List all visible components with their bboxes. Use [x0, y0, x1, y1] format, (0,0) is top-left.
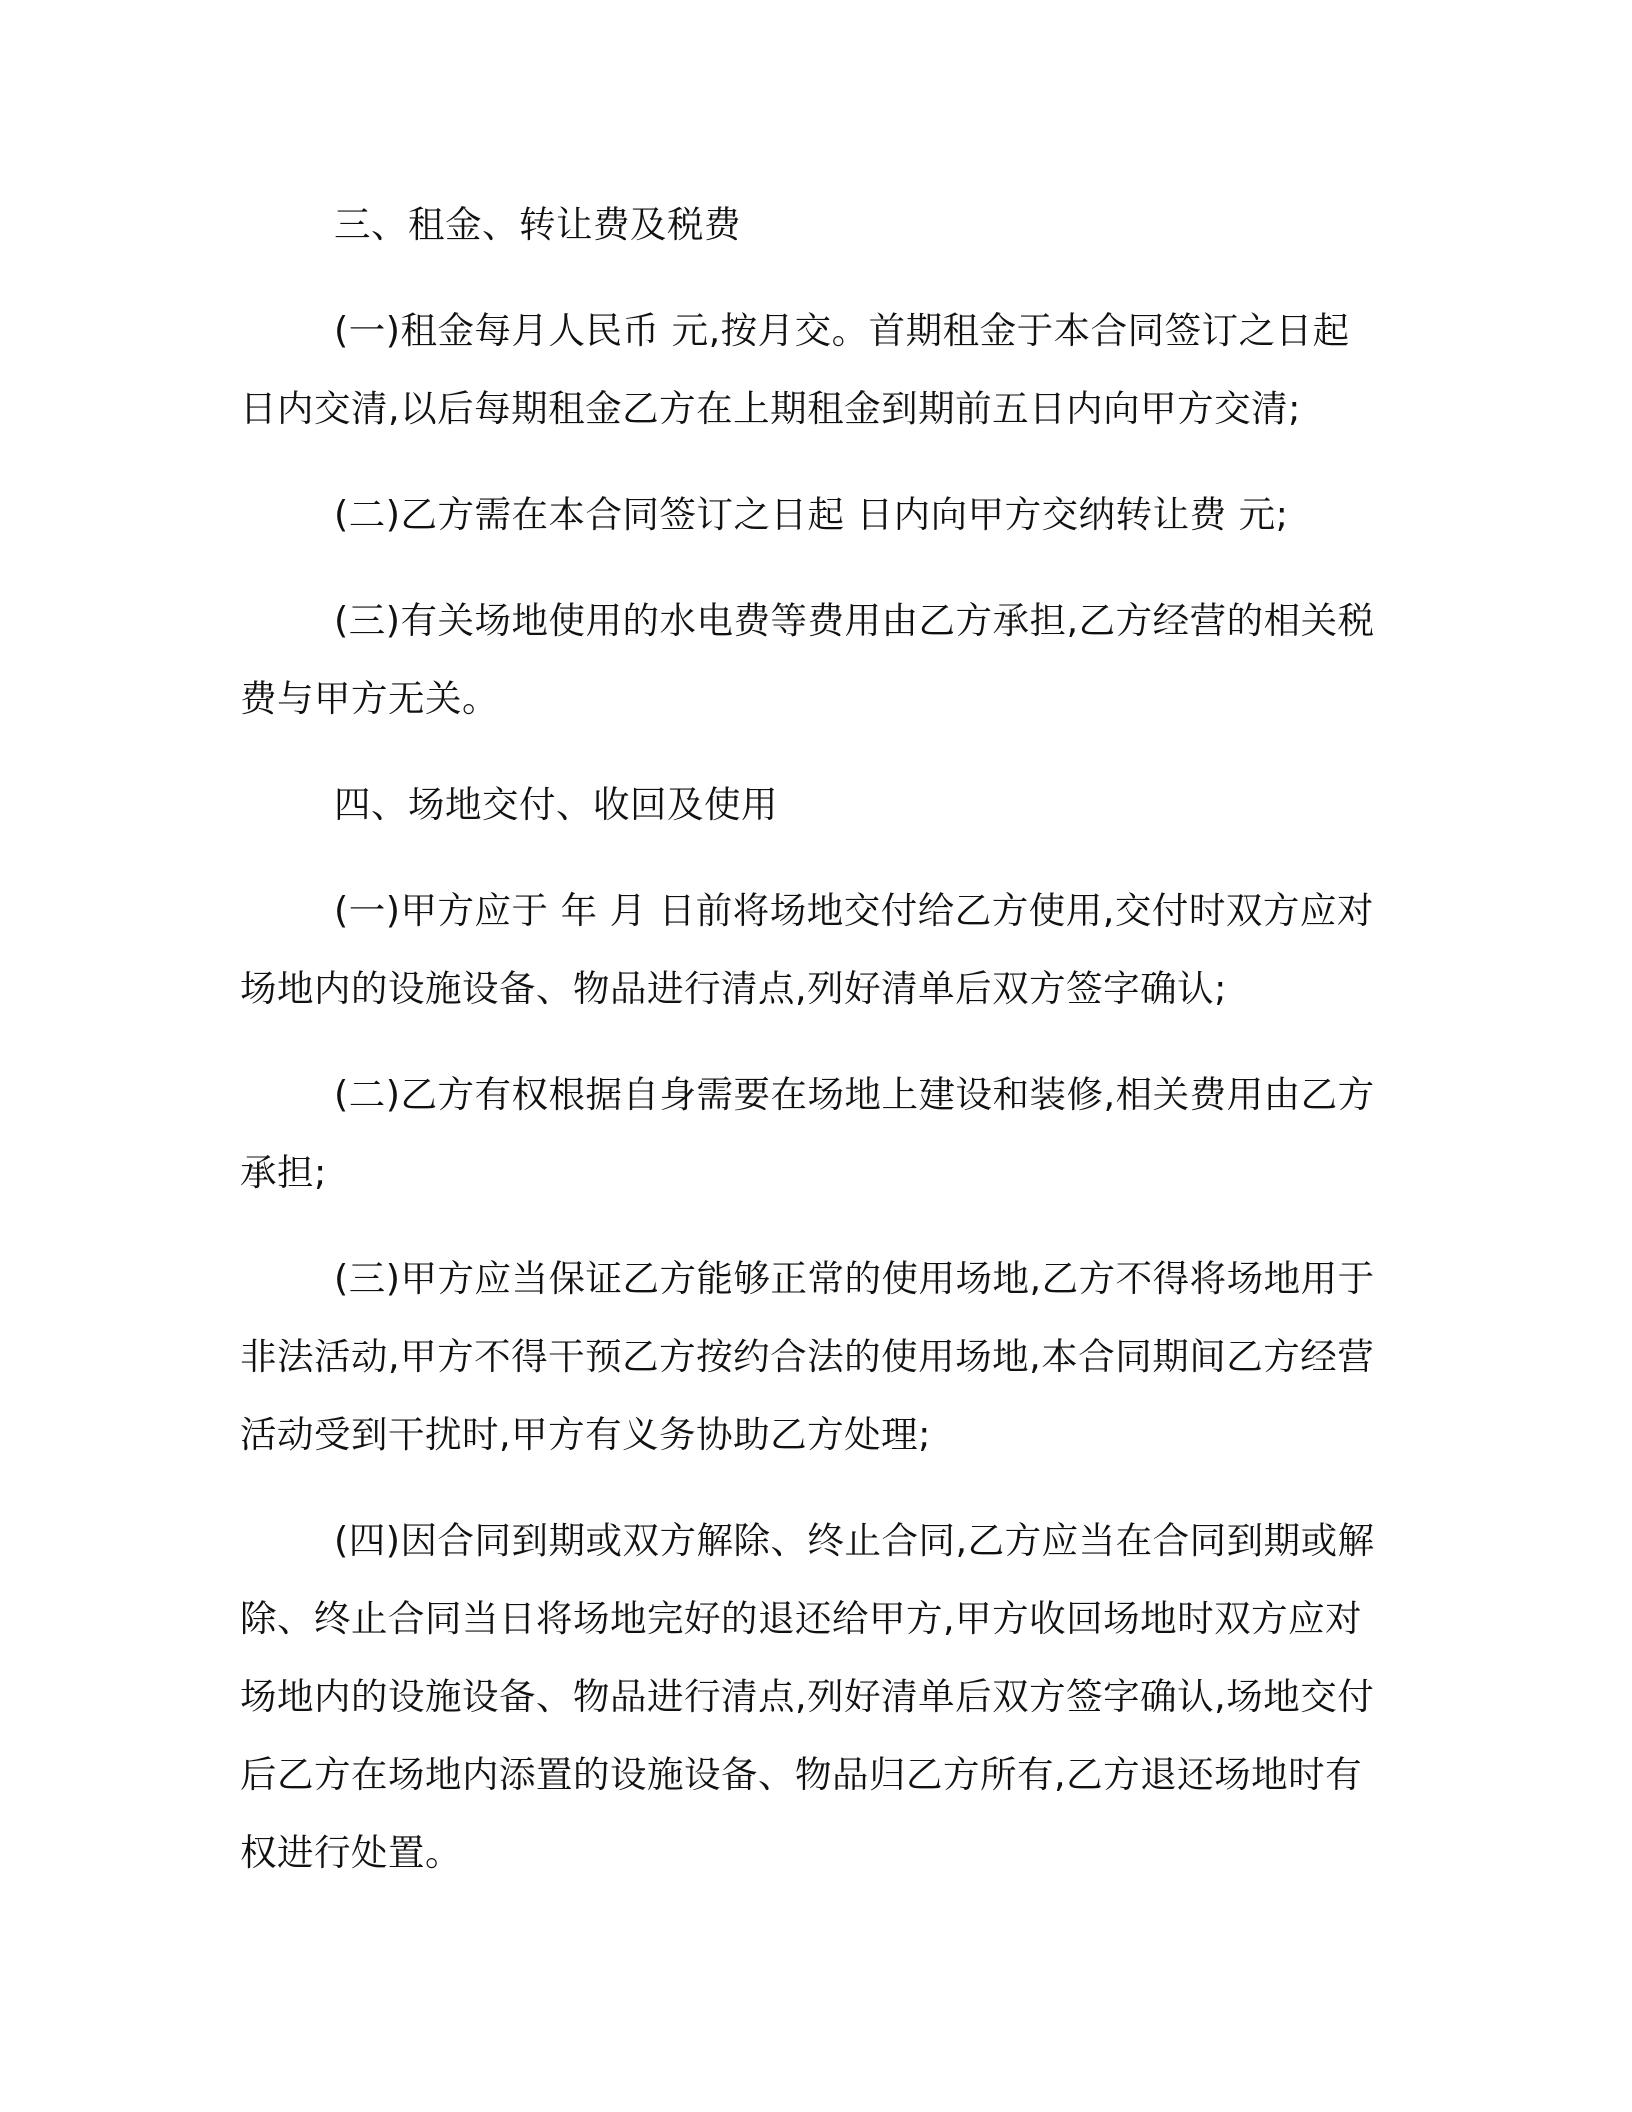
section-heading-site-delivery: 四、场地交付、收回及使用: [334, 783, 778, 826]
clause-line: 费与甲方无关。: [240, 677, 499, 720]
clause-line: 除、终止合同当日将场地完好的退还给甲方,甲方收回场地时双方应对: [240, 1597, 1363, 1640]
document-body: [240, 186, 1390, 1920]
clause-line: (二)乙方有权根据自身需要在场地上建设和装修,相关费用由乙方: [334, 1073, 1375, 1116]
clause-3-3-utilities-taxes: [240, 582, 1390, 738]
clause-4-3-normal-use: [240, 1240, 1390, 1474]
clause-line: 后乙方在场地内添置的设施设备、物品归乙方所有,乙方退还场地时有: [240, 1753, 1363, 1796]
clause-3-1-rent: [240, 292, 1390, 448]
clause-line: (一)租金每月人民币 元,按月交。首期租金于本合同签订之日起: [334, 309, 1350, 352]
clause-line: 承担;: [240, 1151, 327, 1194]
clause-line: (三)甲方应当保证乙方能够正常的使用场地,乙方不得将场地用于: [334, 1257, 1375, 1300]
clause-3-2-transfer-fee: [240, 476, 1390, 554]
clause-4-2-construction: [240, 1056, 1390, 1212]
section-heading-rent-fees-taxes: 三、租金、转让费及税费: [334, 203, 741, 246]
clause-line: (二)乙方需在本合同签订之日起 日内向甲方交纳转让费 元;: [334, 493, 1289, 536]
clause-line: 场地内的设施设备、物品进行清点,列好清单后双方签字确认;: [240, 967, 1227, 1010]
clause-4-1-delivery: [240, 872, 1390, 1028]
clause-line: (四)因合同到期或双方解除、终止合同,乙方应当在合同到期或解: [334, 1519, 1375, 1562]
clause-4-4-return: [240, 1502, 1390, 1892]
clause-line: 权进行处置。: [240, 1831, 462, 1874]
clause-line: (一)甲方应于 年 月 日前将场地交付给乙方使用,交付时双方应对: [334, 889, 1374, 932]
clause-line: 日内交清,以后每期租金乙方在上期租金到期前五日内向甲方交清;: [240, 387, 1301, 430]
clause-line: 非法活动,甲方不得干预乙方按约合法的使用场地,本合同期间乙方经营: [240, 1335, 1375, 1378]
clause-line: 场地内的设施设备、物品进行清点,列好清单后双方签字确认,场地交付: [240, 1675, 1375, 1718]
clause-line: 活动受到干扰时,甲方有义务协助乙方处理;: [240, 1413, 931, 1456]
clause-line: (三)有关场地使用的水电费等费用由乙方承担,乙方经营的相关税: [334, 599, 1375, 642]
